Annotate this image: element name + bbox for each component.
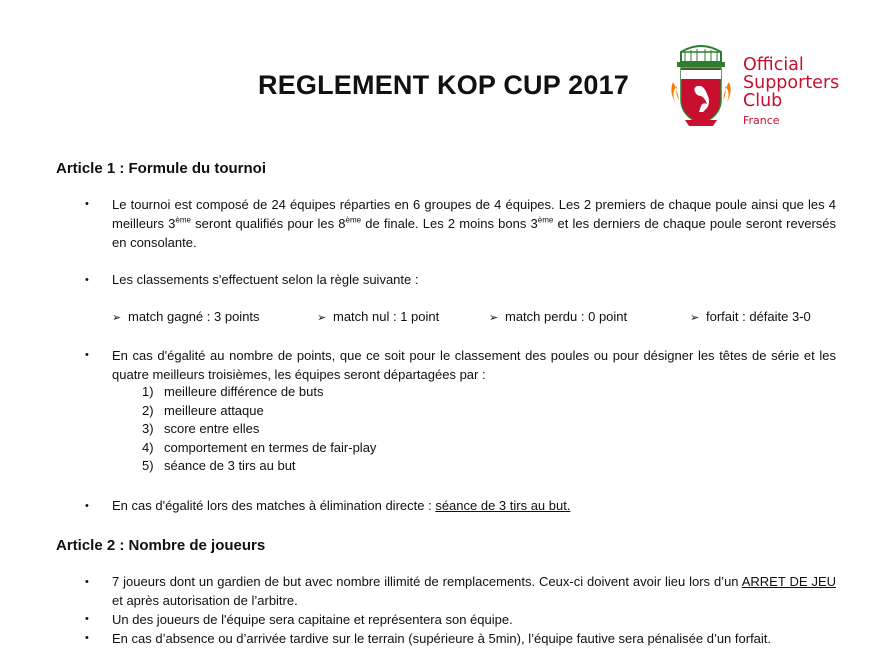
arrow-bullet-icon: ➢ <box>112 312 122 324</box>
logo-line-official: Official <box>743 55 804 75</box>
article-1-paragraph-2: Les classements s'effectuent selon la règle suivante : <box>112 272 419 287</box>
article-2-heading: Article 2 : Nombre de joueurs <box>56 537 266 554</box>
arrow-bullet-icon: ➢ <box>317 312 327 324</box>
tiebreak-item: 4) comportement en termes de fair-play <box>142 440 377 455</box>
article-1-paragraph-1: Le tournoi est composé de 24 équipes réparties en 6 groupes de 4 équipes. Les 2 premiers de chaque poule ainsi que les 4 meilleurs 3ème seront qualifiés pour les 8ème de finale. Les 2 moins bons 3ème et les derniers de chaque poule seront reversés en consolante. <box>112 197 837 250</box>
tiebreak-item: 3) score entre elles <box>142 421 260 436</box>
tiebreak-item: 2) meilleure attaque <box>142 403 264 418</box>
logo-line-supporters: Supporters <box>743 73 840 93</box>
logo-country: France <box>743 114 780 127</box>
bullet-icon: • <box>85 576 89 588</box>
points-item: ➢ match perdu : 0 point <box>489 309 628 324</box>
arrow-bullet-icon: ➢ <box>489 312 499 324</box>
bullet-icon: • <box>85 198 89 210</box>
article-2-paragraph-2: Un des joueurs de l'équipe sera capitaine et représentera son équipe. <box>112 612 513 627</box>
bullet-icon: • <box>85 274 89 286</box>
points-item: ➢ match gagné : 3 points <box>112 309 260 324</box>
article-1-paragraph-4: En cas d'égalité lors des matches à élimination directe : séance de 3 tirs au but. <box>112 498 571 513</box>
article-1-heading: Article 1 : Formule du tournoi <box>56 160 267 177</box>
arrow-bullet-icon: ➢ <box>690 312 700 324</box>
logo-line-club: Club <box>743 91 783 111</box>
article-1-paragraph-3: En cas d'égalité au nombre de points, que ce soit pour le classement des poules ou pour désigner les têtes de série et les quatre meilleurs troisièmes, les équipes seront départagées par : <box>112 348 836 382</box>
bullet-icon: • <box>85 613 89 625</box>
document-title: REGLEMENT KOP CUP 2017 <box>258 70 630 100</box>
bullet-icon: • <box>85 632 89 644</box>
liverpool-crest-icon <box>667 42 735 130</box>
article-2-paragraph-1: 7 joueurs dont un gardien de but avec nombre illimité de remplacements. Ceux-ci doivent avoir lieu lors d’un ARRET DE JEU et après autorisation de l’arbitre. <box>112 574 836 608</box>
points-item: ➢ match nul : 1 point <box>317 309 440 324</box>
bullet-icon: • <box>85 500 89 512</box>
points-item: ➢ forfait : défaite 3-0 <box>690 309 811 324</box>
logo-text <box>743 56 839 130</box>
tiebreak-item: 5) séance de 3 tirs au but <box>142 458 296 473</box>
supporters-club-logo <box>663 42 863 134</box>
article-2-paragraph-3: En cas d’absence ou d’arrivée tardive sur le terrain (supérieure à 5min), l’équipe fautive sera pénalisée d’un forfait. <box>112 631 772 646</box>
tiebreak-item: 1) meilleure différence de buts <box>142 384 324 399</box>
bullet-icon: • <box>85 349 89 361</box>
